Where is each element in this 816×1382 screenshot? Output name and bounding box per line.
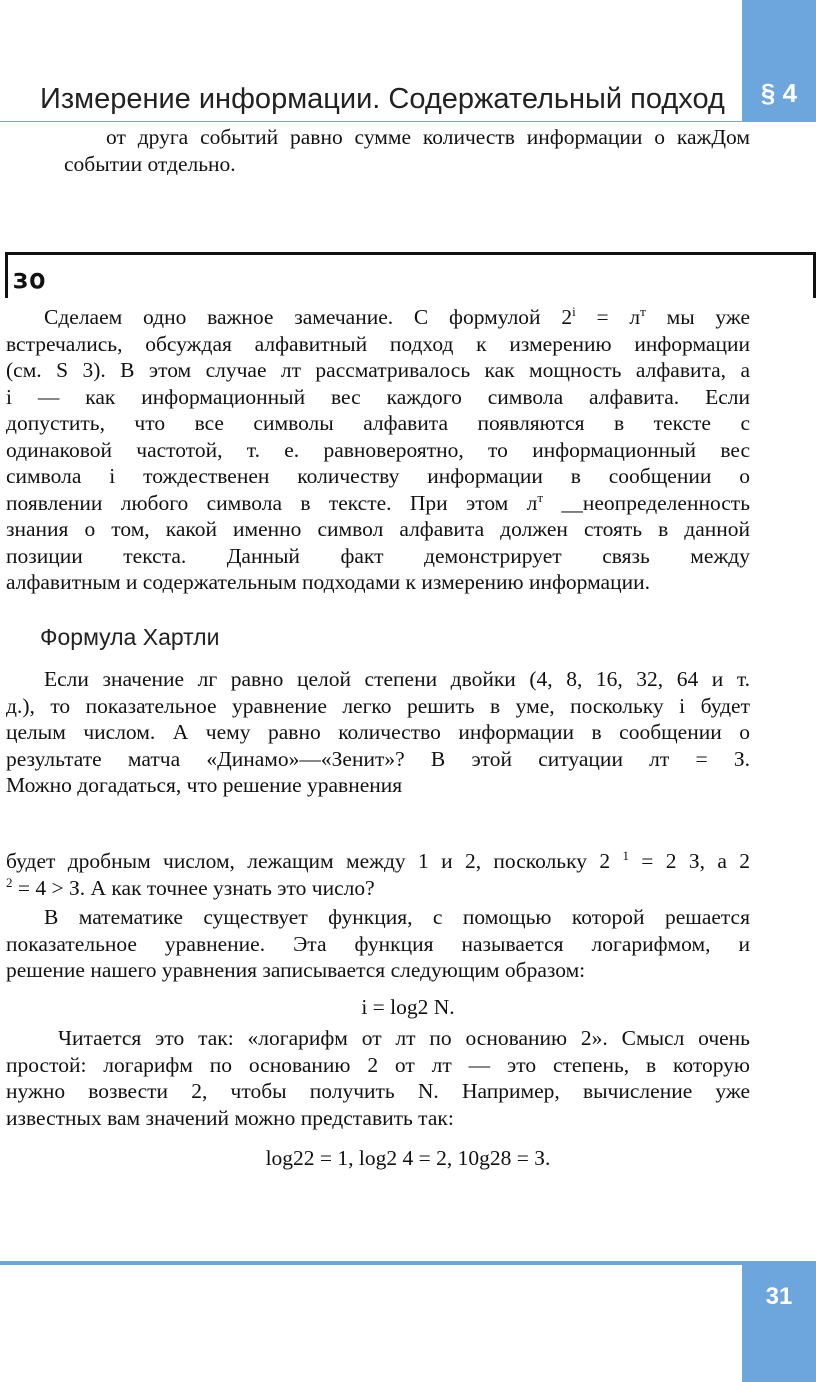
para1-line-3: (см. S 3). В этом случае лт рассматривалось как мощность алфавита, а <box>6 358 750 382</box>
para5-line-1: Читается это так: «логарифм от лт по основанию 2». Смысл очень <box>58 1026 750 1050</box>
paragraph-logarithm <box>6 904 750 984</box>
para1-line-6: одинаковой частотой, т. е. равновероятно, то информационный вес <box>6 437 750 462</box>
para1-line-4: i — как информационный вес каждого символа алфавита. Если <box>6 384 750 409</box>
para2-line-5: Можно догадаться, что решение уравнения <box>6 773 403 797</box>
paragraph-reading <box>6 1025 750 1131</box>
paragraph-fractional <box>6 848 750 901</box>
para3-line-1: будет дробным числом, лежащим между 1 и 2, поскольку 2 $^1$ = 2 З, а 2 <box>6 847 750 873</box>
para2-line-3: целым числом. А чему равно количество информации в сообщении о <box>6 720 750 744</box>
para1-line-2: встречались, обсуждая алфавитный подход к измерению информации <box>6 331 750 356</box>
para2-line-2: д.), то показательное уравнение легко решить в уме, поскольку i будет <box>6 693 750 718</box>
task-box-top <box>5 252 816 255</box>
intro-paragraph <box>6 124 750 177</box>
para5-line-2: простой: логарифм по основанию 2 от лт — это степень, в которую <box>6 1052 750 1077</box>
para1-line-8: появлении любого символа в тексте. При этом $л^т$ __неопределенность <box>6 489 750 515</box>
para5-line-4: известных вам значений можно представить так: <box>6 1105 454 1130</box>
section-number: § 4 <box>760 78 798 108</box>
formula-examples: log22 = 1, log2 4 = 2, 10g28 = З. <box>265 1146 551 1170</box>
page-number: 31 <box>765 1283 793 1310</box>
intro-line-2: событии отдельно. <box>64 151 236 176</box>
para4-line-2: показательное уравнение. Эта функция называется логарифмом, и <box>6 931 750 956</box>
task-box-left <box>5 252 8 298</box>
paragraph-remark <box>6 304 750 596</box>
para1-line-9: знания о том, какой именно символ алфавита должен стоять в данной <box>6 517 750 541</box>
para4-line-3: решение нашего уравнения записывается следующим образом: <box>6 958 586 982</box>
footer-divider <box>0 1261 742 1265</box>
paragraph-hartley <box>6 666 750 799</box>
page-number-tab <box>742 1261 816 1382</box>
para1-line-5: допустить, что все символы алфавита появляются в тексте с <box>6 411 750 435</box>
para4-line-1: В математике существует функция, с помощью которой решается <box>44 905 750 929</box>
intro-line-1: от друга событий равно сумме количеств информации о кажДом <box>106 125 750 149</box>
para2-line-4: результате матча «Динамо»—«Зенит»? В этой ситуации лт = З. <box>6 746 750 771</box>
para1-line-11: алфавитным и содержательным подходами к измерению информации. <box>6 570 650 594</box>
task-number: зо <box>12 262 46 295</box>
section-subheading: Формула Хартли <box>40 624 220 650</box>
para1-line-1: Сделаем одно важное замечание. С формулой $2^i = л^т$ мы уже <box>44 303 751 329</box>
para3-line-2: $^2$ = 4 > З. А как точнее узнать это число? <box>6 874 375 900</box>
para1-line-10: позиции текста. Данный факт демонстрирует связь между <box>6 543 750 568</box>
para2-line-1: Если значение лг равно целой степени двойки (4, 8, 16, 32, 64 и т. <box>44 667 750 691</box>
page-header-title: Измерение информации. Содержательный подход <box>40 83 725 115</box>
section-tab <box>742 0 816 122</box>
para5-line-3: нужно возвести 2, чтобы получить N. Например, вычисление уже <box>6 1079 750 1103</box>
para1-line-7: символа i тождественен количеству информации в сообщении о <box>6 464 750 488</box>
header-divider <box>0 121 742 122</box>
formula-log2: i = log2 N. <box>361 995 455 1019</box>
